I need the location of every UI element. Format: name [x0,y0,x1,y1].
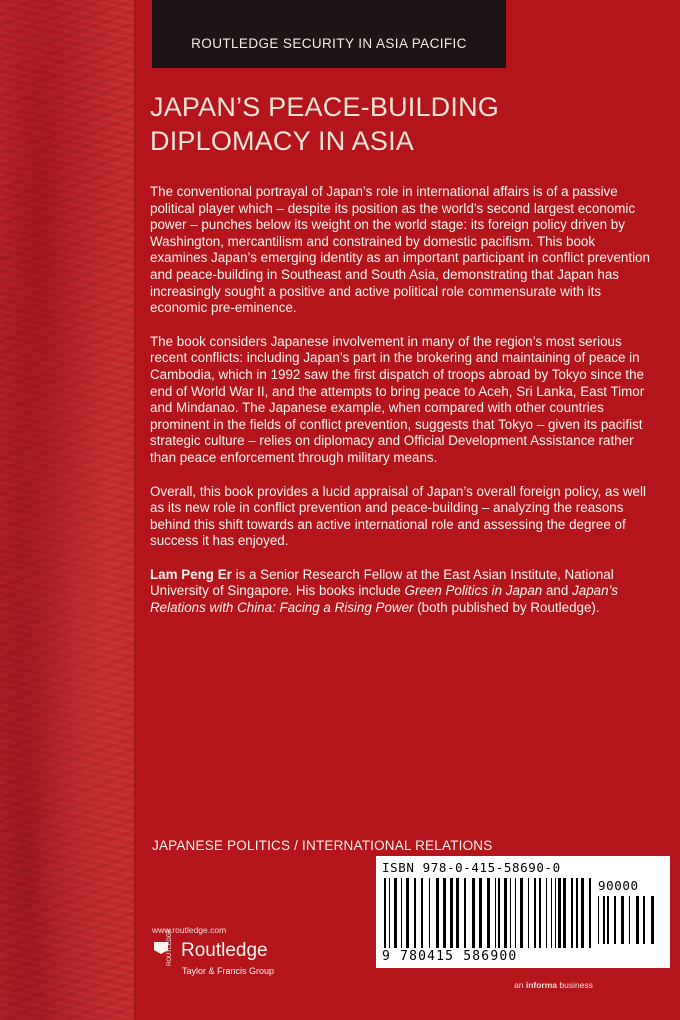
barcode-bar [607,896,609,944]
strip-edge-divider [134,0,135,1020]
barcode-bar [546,878,547,948]
price-barcode [598,896,662,946]
publisher-website: www.routledge.com [152,925,227,935]
price-code: 90000 [598,878,639,893]
barcode-bar [539,878,541,948]
svg-text:ROUTLEDGE: ROUTLEDGE [167,928,173,966]
barcode-bar [498,878,500,948]
author-name: Lam Peng Er [150,566,232,582]
subject-category: JAPANESE POLITICS / INTERNATIONAL RELATIONS [152,838,493,853]
barcode-bar [636,896,639,944]
barcode-bar [464,878,466,948]
informa-prefix: an [514,980,526,990]
barcode-bar [495,878,496,948]
barcode-bar [472,878,475,948]
barcode-bar [589,878,591,948]
barcode-bar [551,878,552,948]
publisher-group: Taylor & Francis Group [182,966,275,976]
barcode-bar [534,878,536,948]
publisher-name: Routledge [181,940,268,961]
blurb-paragraph-2: The book considers Japanese involvement in many of the region’s most serious recent conflicts: including Japan’s part in the brokering and maintaining of peace in Cambodia, which in 1992 saw the first dispatch of troops abroad by Tokyo since the end of World War II, and the attempts to bring peace to Aceh, Sri Lanka, East Timor and Mindanao. The Japanese example, when compared with other countries prominent in the fields of conflict prevention, suggests that Tokyo – given its pacifist strategic culture – relies on diplomacy and Official Development Assistance rather than peace enforcement through military means. [150,333,645,465]
barcode-bar [558,878,561,948]
blurb-paragraph-3: Overall, this book provides a lucid appraisal of Japan’s overall foreign policy, as well as its new role in conflict prevention and peace-building – analyzing the reasons behind this shift towards an active international role and assessing the degree of success it has enjoyed. [150,483,646,549]
barcode-bar [581,878,584,948]
barcode-bar [487,878,490,948]
routledge-logo-icon [150,928,173,978]
author-bio-text-3: (both published by Routledge). [413,600,600,616]
barcode-bar [443,878,446,948]
informa-suffix: business [557,980,593,990]
textured-side-strip [0,0,134,1020]
author-bio-text-2: and [542,583,573,599]
barcode-bar [643,896,645,944]
blurb-paragraph-1: The conventional portrayal of Japan’s role in international affairs is of a passive political player which – despite its position as the world’s second largest economic power – punches below its weight on the world stage: its foreign policy driven by Washington, mercantilism and constrained by domestic pacifism. This book examines Japan’s emerging identity as an important participant in conflict prevention and peace-building in Southeast and South Asia, demonstrating that Japan has increasingly sought a positive and active political role commensurate with its economic pre-eminence. [150,184,650,316]
ean-barcode [384,878,594,950]
barcode-bar [414,878,416,948]
barcode-bar [504,878,507,948]
isbn-number: ISBN 978-0-415-58690-0 [382,860,561,875]
barcode-bar [436,878,439,948]
barcode-bar [384,878,386,948]
series-banner [152,0,506,68]
series-title: ROUTLEDGE SECURITY IN ASIA PACIFIC [191,36,467,51]
barcode-bar [510,878,511,948]
informa-brand: informa [525,980,557,990]
barcode-bar [421,878,423,948]
barcode-bar [603,896,605,944]
barcode-bar [429,878,430,948]
barcode-bar [389,878,390,948]
barcode-bar [651,896,654,944]
barcode-bar [406,878,409,948]
author-book-2: Japan’s Relations with China: Facing a Rising Power [150,583,618,616]
author-book-1: Green Politics in Japan [404,583,543,599]
barcode-bar [450,878,453,948]
ean-digits: 9 780415 586900 [382,949,518,964]
barcode-bar [401,878,402,948]
informa-business-line [514,980,593,990]
barcode-bar [555,878,556,948]
barcode-box [376,856,670,968]
blurb [150,184,650,634]
barcode-bar [621,896,624,944]
barcode-bar [614,896,616,944]
author-bio-text-1: is a Senior Research Fellow at the East Asian Institute, National University of Singapore. His books include [150,566,614,599]
barcode-bar [563,878,566,948]
barcode-bar [394,878,397,948]
barcode-bar [515,878,516,948]
book-title-line-2: DIPLOMACY IN ASIA [150,126,414,156]
barcode-bar [520,878,523,948]
barcode-bar [528,878,529,948]
barcode-bar [629,896,630,944]
barcode-bar [571,878,573,948]
barcode-bar [479,878,482,948]
author-bio [150,567,650,617]
barcode-bar [456,878,459,948]
barcode-bar [576,878,578,948]
barcode-bar [598,896,599,944]
book-title [150,90,650,158]
book-title-line-1: JAPAN’S PEACE-BUILDING [150,92,499,122]
